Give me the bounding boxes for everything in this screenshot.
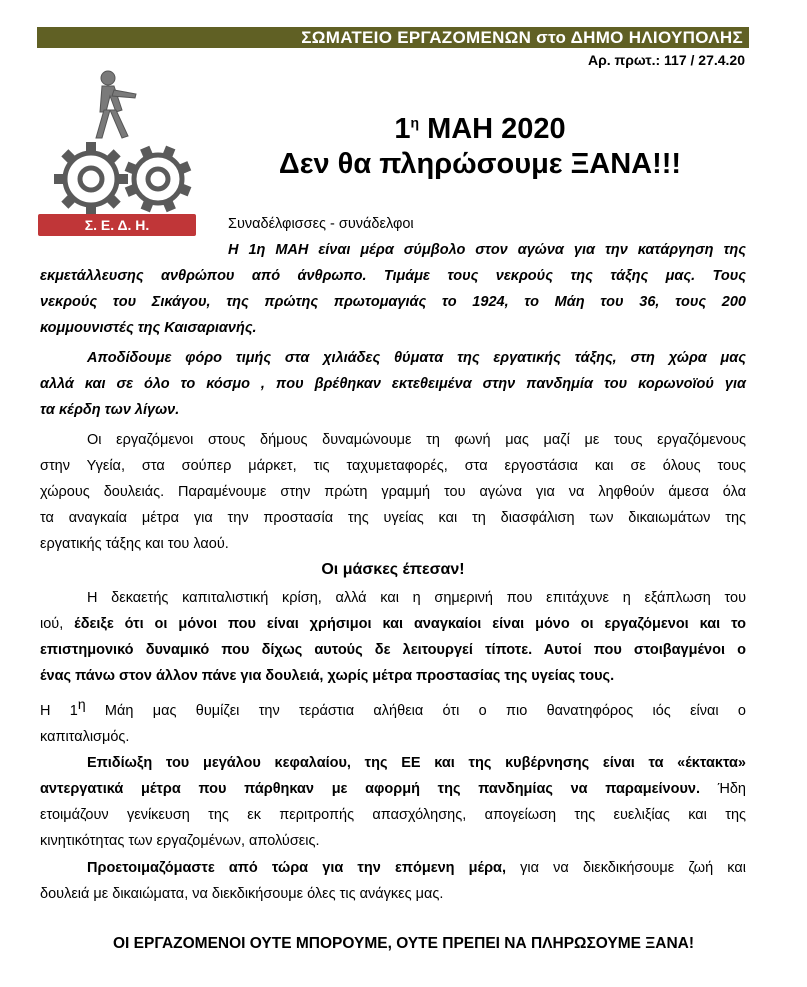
paragraph-line: τα κέρδη των λίγων. — [40, 402, 180, 418]
paragraph-line: Η 1η ΜΑΗ είναι μέρα σύμβολο στον αγώνα για την κατάργηση της — [228, 242, 746, 258]
paragraph-line: Οι εργαζόμενοι στους δήμους δυναμώνουμε τη φωνή μας μαζί με τους εργαζόμενους — [87, 432, 746, 448]
section-heading: Οι μάσκες έπεσαν! — [321, 561, 465, 578]
paragraph-line: αντεργατικά μέτρα που πάρθηκαν με αφορμή της πανδημίας να παραμείνουν. Ήδη — [40, 781, 746, 797]
union-header-bar — [37, 27, 749, 48]
paragraph-line: ένας πάνω στον άλλον πάνε για δουλειά, χωρίς μέτρα προστασίας της υγείας τους. — [40, 668, 615, 684]
logo-label: Σ. Ε. Δ. Η. — [84, 217, 150, 233]
closing-slogan: ΟΙ ΕΡΓΑΖΟΜΕΝΟΙ ΟΥΤΕ ΜΠΟΡΟΥΜΕ, ΟΥΤΕ ΠΡΕΠΕΙ ΝΑ ΠΛΗΡΩΣΟΥΜΕ ΞΑΝΑ! — [112, 935, 695, 952]
paragraph-line: εκμετάλλευσης ανθρώπου από άνθρωπο. Τιμάμε τους νεκρούς της τάξης μας. Τους — [40, 268, 746, 284]
greeting: Συναδέλφισσες - συνάδελφοι — [228, 216, 414, 232]
paragraph-line: Επιδίωξη του μεγάλου κεφαλαίου, της ΕΕ και της κυβέρνησης είναι τα «έκτακτα» — [87, 755, 746, 771]
gears-figure-icon — [36, 66, 204, 236]
paragraph-line: καπιταλισμός. — [40, 729, 130, 745]
paragraph-line: στην Υγεία, στα σούπερ μάρκετ, τις ταχυμεταφορές, στα εργοστάσια και σε όλους τους — [40, 458, 746, 474]
paragraph-line: κομμουνιστές της Καισαριανής. — [40, 320, 257, 336]
union-logo — [36, 66, 204, 236]
paragraph-line: Η δεκαετής καπιταλιστική κρίση, αλλά και η σημερινή που επιτάχυνε η εξάπλωση του — [87, 590, 746, 606]
paragraph-line: κινητικότητας των εργαζομένων, απολύσεις. — [40, 833, 320, 849]
paragraph-line: εργατικής τάξης και του λαού. — [40, 536, 229, 552]
paragraph-line: χώρους δουλειάς. Παραμένουμε στην πρώτη γραμμή του αγώνα για να ληφθούν άμεσα όλα — [40, 484, 746, 500]
page-title: $1^\eta$ ΜΑΗ 2020 — [394, 113, 566, 145]
paragraph-line: Προετοιμαζόμαστε από τώρα για την επόμενη μέρα, για να διεκδικήσουμε ζωή και — [87, 860, 746, 876]
paragraph-line: τα αναγκαία μέτρα για την προστασία της υγείας και τη διασφάλιση των δικαιωμάτων της — [40, 510, 746, 526]
paragraph-line: αλλά και σε όλο το κόσμο , που βρέθηκαν εκτεθειμένα στην πανδημία του κορωνοϊού για — [40, 376, 746, 392]
protocol-number: Αρ. πρωτ.: 117 / 27.4.20 — [587, 52, 745, 68]
paragraph-line: δουλειά με δικαιώματα, να διεκδικήσουμε όλες τις ανάγκες μας. — [40, 886, 444, 902]
paragraph-line: Αποδίδουμε φόρο τιμής στα χιλιάδες θύματα της εργατικής τάξης, στη χώρα μας — [87, 350, 746, 366]
paragraph-line: Η 1η Μάη μας θυμίζει την τεράστια αλήθεια ότι ο πιο θανατηφόρος ιός είναι ο — [40, 696, 746, 719]
paragraph-line: νεκρούς του Σικάγου, της πρώτης πρωτομαγιάς το 1924, το Μάη του 36, τους 200 — [40, 294, 746, 310]
page-subtitle: Δεν θα πληρώσουμε ΞΑΝΑ!!! — [278, 148, 682, 180]
title-superscript: η — [410, 114, 420, 131]
paragraph-line: επιστημονικό δυναμικό που δίχως αυτούς δε λειτουργεί τίποτε. Αυτοί που στοιβαγμένοι ο — [40, 642, 746, 658]
paragraph-line: ιού, έδειξε ότι οι μόνοι που είναι χρήσιμοι και αναγκαίοι είναι μόνο οι εργαζόμενοι και το — [40, 616, 747, 632]
paragraph-line: ετοιμάζουν γενίκευση της εκ περιτροπής απασχόλησης, απογείωση της ευελιξίας και της — [40, 807, 746, 823]
union-name: ΣΩΜΑΤΕΙΟ ΕΡΓΑΖΟΜΕΝΩΝ στο ΔΗΜΟ ΗΛΙΟΥΠΟΛΗΣ — [301, 28, 743, 47]
